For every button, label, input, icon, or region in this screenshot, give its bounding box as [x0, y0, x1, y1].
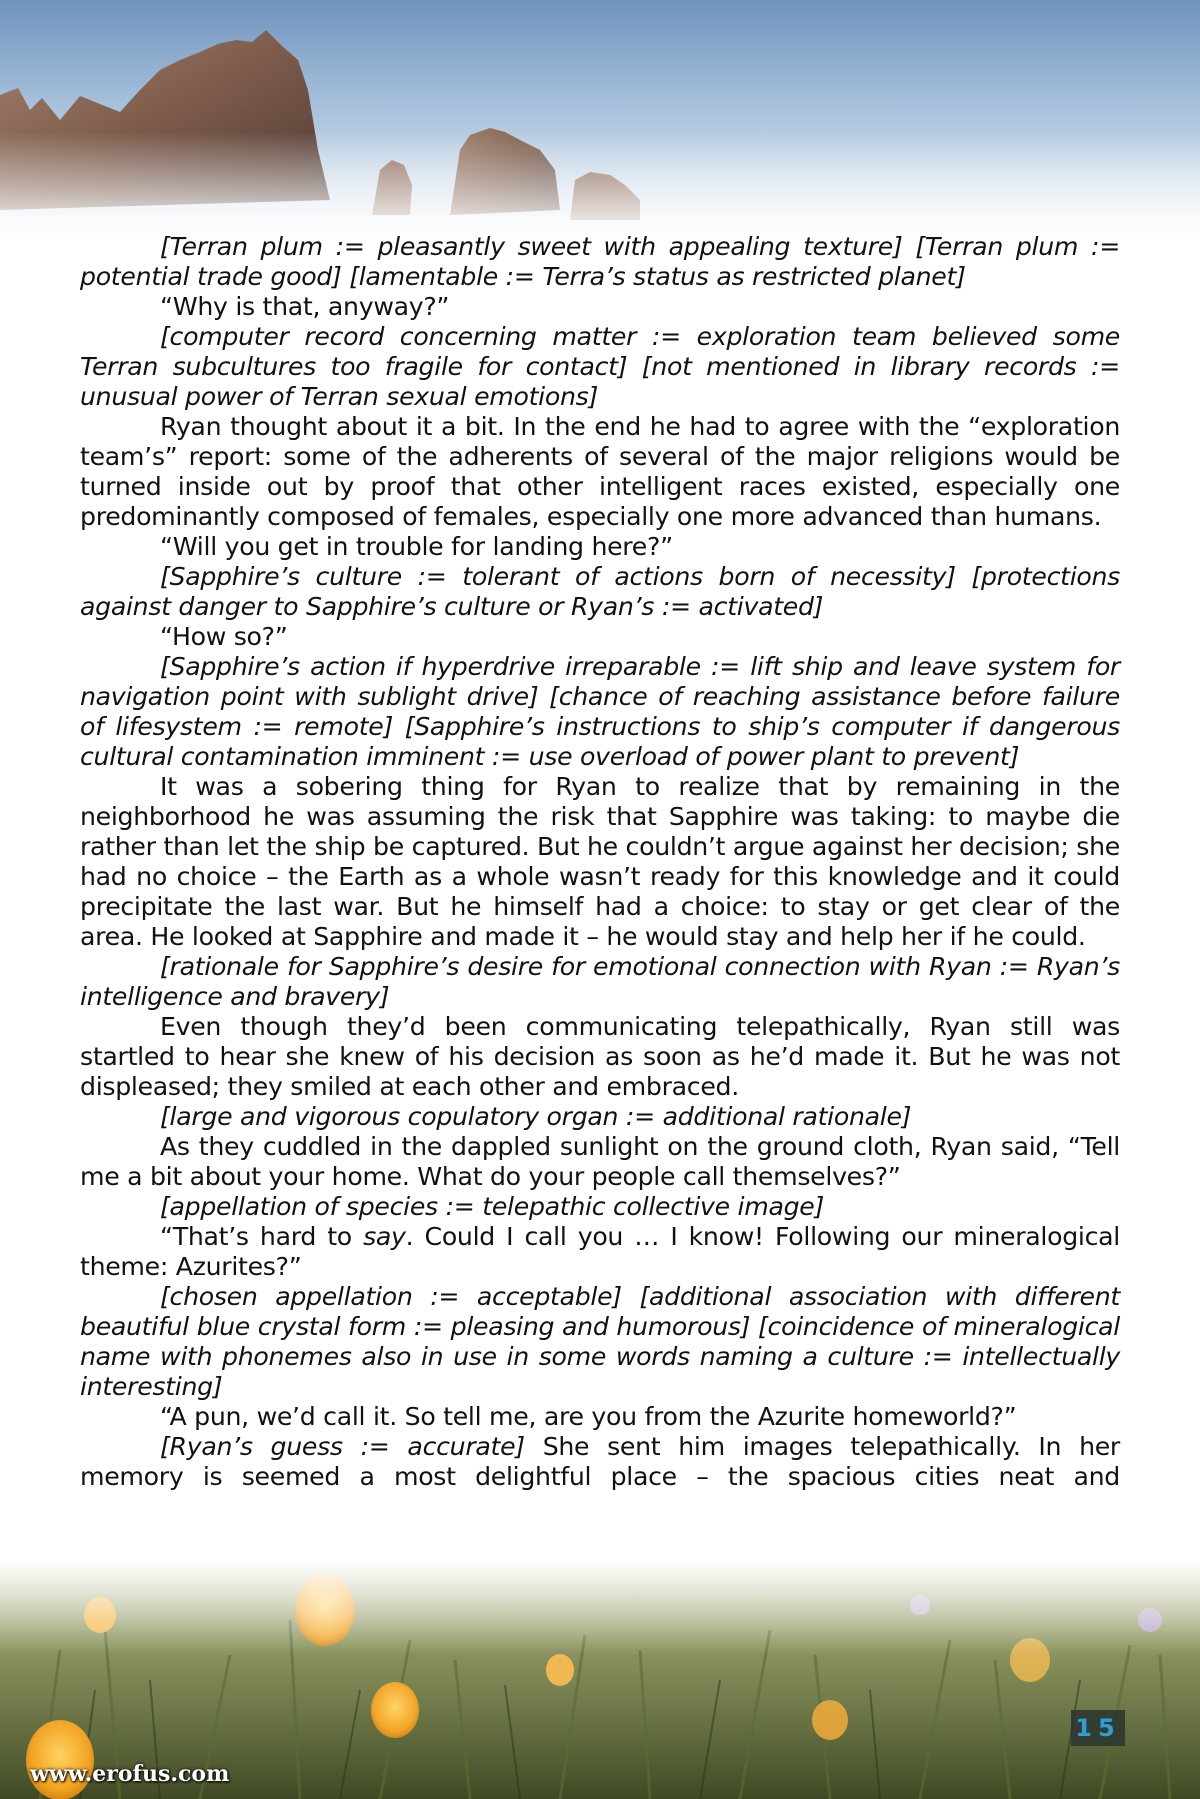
emphasis-text: say — [363, 1222, 406, 1251]
paragraph-segment: . Could I call you … I know! Following our mineralogical theme: Azurites?” — [80, 1222, 1120, 1281]
paragraph: “Why is that, anyway?” — [160, 292, 450, 321]
paragraph: It was a sobering thing for Ryan to realize that by remaining in the neighborhood he was assuming the risk that Sapphire was taking: to maybe die rather than let the ship be captured. But he couldn’t argue against her decision; she had no choice – the Earth as a whole wasn’t ready for this knowledge and it could precipitate the last war. But he himself had a choice: to stay or get clear of the area. He looked at Sapphire and made it – he would stay and help her if he could. — [80, 772, 1120, 951]
paragraph: [chosen appellation := acceptable] [additional association with different beautiful blue crystal form := pleasing and humorous] [coincidence of mineralogical name with phonemes also in use in some words naming a culture := intellectually interesting] — [80, 1282, 1120, 1401]
paragraph — [80, 1222, 1120, 1282]
rock-formation-image — [0, 0, 1200, 240]
paragraph: “A pun, we’d call it. So tell me, are you from the Azurite homeworld?” — [160, 1402, 1017, 1431]
paragraph: [appellation of species := telepathic collective image] — [160, 1192, 825, 1221]
paragraph: [Sapphire’s action if hyperdrive irreparable := lift ship and leave system for navigation point with sublight drive] [chance of reaching assistance before failure of lifesystem := remote] [Sapphire’s instructions to ship’s computer if dangerous cultural contamination imminent := use overload of power plant to prevent] — [80, 652, 1120, 771]
paragraph-segment: She sent him images telepathically. In her memory is seemed a most delightful place – the spacious cities neat and — [80, 1432, 1120, 1491]
paragraph-segment: “That’s hard to — [160, 1222, 364, 1251]
page-number: 15 — [1071, 1710, 1125, 1746]
paragraph: [rationale for Sapphire’s desire for emotional connection with Ryan := Ryan’s intelligence and bravery] — [80, 952, 1120, 1011]
paragraph: Ryan thought about it a bit. In the end he had to agree with the “exploration team’s” report: some of the adherents of several of the major religions would be turned inside out by proof that other intelligent races existed, especially one predominantly composed of females, especially one more advanced than humans. — [80, 412, 1120, 531]
rock-sky-banner — [0, 0, 1200, 240]
paragraph: [Sapphire’s culture := tolerant of actions born of necessity] [protections against danger to Sapphire’s culture or Ryan’s := activated] — [80, 562, 1120, 621]
paragraph: [computer record concerning matter := exploration team believed some Terran subcultures too fragile for contact] [not mentioned in library records := unusual power of Terran sexual emotions] — [80, 322, 1120, 411]
emphasis-text: [Ryan’s guess := accurate] — [160, 1432, 525, 1461]
paragraph — [80, 1432, 1120, 1492]
paragraph: [large and vigorous copulatory organ := additional rationale] — [160, 1102, 912, 1131]
paragraph: “Will you get in trouble for landing here?” — [160, 532, 673, 561]
paragraph: [Terran plum := pleasantly sweet with appealing texture] [Terran plum := potential trade good] [lamentable := Terra’s status as restricted planet] — [80, 232, 1120, 291]
paragraph: “How so?” — [160, 622, 288, 651]
site-watermark: www.erofus.com — [30, 1761, 230, 1787]
paragraph: As they cuddled in the dappled sunlight on the ground cloth, Ryan said, “Tell me a bit about your home. What do your people call themselves?” — [80, 1132, 1120, 1191]
paragraph: Even though they’d been communicating telepathically, Ryan still was startled to hear she knew of his decision as soon as he’d made it. But he was not displeased; they smiled at each other and embraced. — [80, 1012, 1120, 1101]
story-text — [80, 232, 1120, 1492]
